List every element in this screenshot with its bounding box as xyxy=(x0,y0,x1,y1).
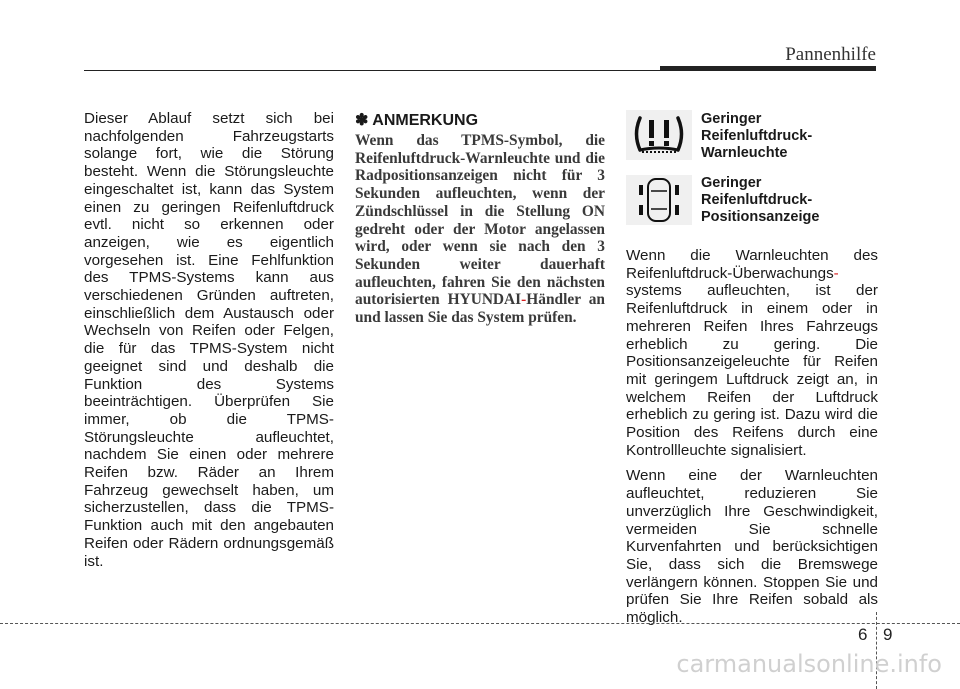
right-paragraph-1: Wenn die Warnleuchten des Reifenluftdruck-Überwachungs-systems aufleuchten, ist der Reifenluftdruck in einem oder in mehreren Reifen Ihres Fahrzeugs erheblich zu gering. Die Positionsanzeigeleuchte für Reifen mit geringem Luftdruck zeigt an, in welchem Reifen der Luftdruck erheblich zu gering ist. Dazu wird die Position des Reifens durch eine Kontrollleuchte signalisiert. xyxy=(626,247,878,459)
warning-light-label: Geringer Reifenluftdruck- Warnleuchte xyxy=(701,111,813,161)
note-body-text-end: Händler an und lassen Sie das System prüfen. xyxy=(355,291,605,327)
note-heading: ✽ ANMERKUNG xyxy=(355,112,479,129)
tire-position-indicator-icon xyxy=(626,175,692,225)
right-column xyxy=(626,247,878,635)
page-number: 9 xyxy=(883,625,893,644)
left-column xyxy=(84,110,334,570)
page-header-title: Pannenhilfe xyxy=(785,44,876,65)
header-rule xyxy=(84,70,664,71)
right-paragraph-2: Wenn eine der Warnleuchten aufleuchtet, reduzieren Sie unverzüglich Ihre Geschwindigkeit, vermeiden Sie schnelle Kurvenfahrten und berücksichtigen Sie, dass sich die Bremswege verlängern können. Stoppen Sie und prüfen Sie Ihre Reifen sobald als möglich. xyxy=(626,467,878,627)
note-hyphen: - xyxy=(521,291,527,309)
watermark: carmanualsonline.info xyxy=(676,650,942,678)
note-body xyxy=(355,132,605,327)
footer-rule xyxy=(0,623,960,624)
note-body-text: Wenn das TPMS-Symbol, die Reifenluftdruck-Warnleuchte und die Radpositionsanzeigen nicht für 3 Sekunden aufleuchten, wenn der Zündschlüssel in die Stellung ON gedreht oder der Motor angelassen wird, oder wenn sie nach den 3 Sekunden weiter dauerhaft aufleuchten, fahren Sie den nächsten autorisierten HYUNDAI xyxy=(355,132,605,309)
left-paragraph: Dieser Ablauf setzt sich bei nachfolgenden Fahrzeugstarts solange fort, wie die Störung besteht. Wenn die Störungsleuchte eingeschaltet ist, kann das System einen zu geringen Reifenluftdruck evtl. nicht so erkennen oder anzeigen, wie es eigentlich vorgesehen ist. Eine Fehlfunktion des TPMS-Systems kann aus verschiedenen Gründen auftreten, einschließlich dem Austausch oder Wechseln von Reifen oder Felgen, die für das TPMS-System nicht geeignet sind und deshalb die Funktion des Systems beeinträchtigen. Überprüfen Sie immer, ob die TPMS-Störungsleuchte aufleuchtet, nachdem Sie einen oder mehrere Reifen bzw. Räder an Ihrem Fahrzeug gewechselt haben, um sicherzustellen, dass die TPMS-Funktion auch mit den angebauten Reifen oder Rädern ordnungsgemäß ist. xyxy=(84,110,334,570)
position-indicator-label: Geringer Reifenluftdruck- Positionsanzeige xyxy=(701,175,820,225)
header-rule-accent xyxy=(660,66,876,71)
chapter-number: 6 xyxy=(858,625,868,644)
tpms-low-pressure-warning-icon xyxy=(626,110,692,160)
